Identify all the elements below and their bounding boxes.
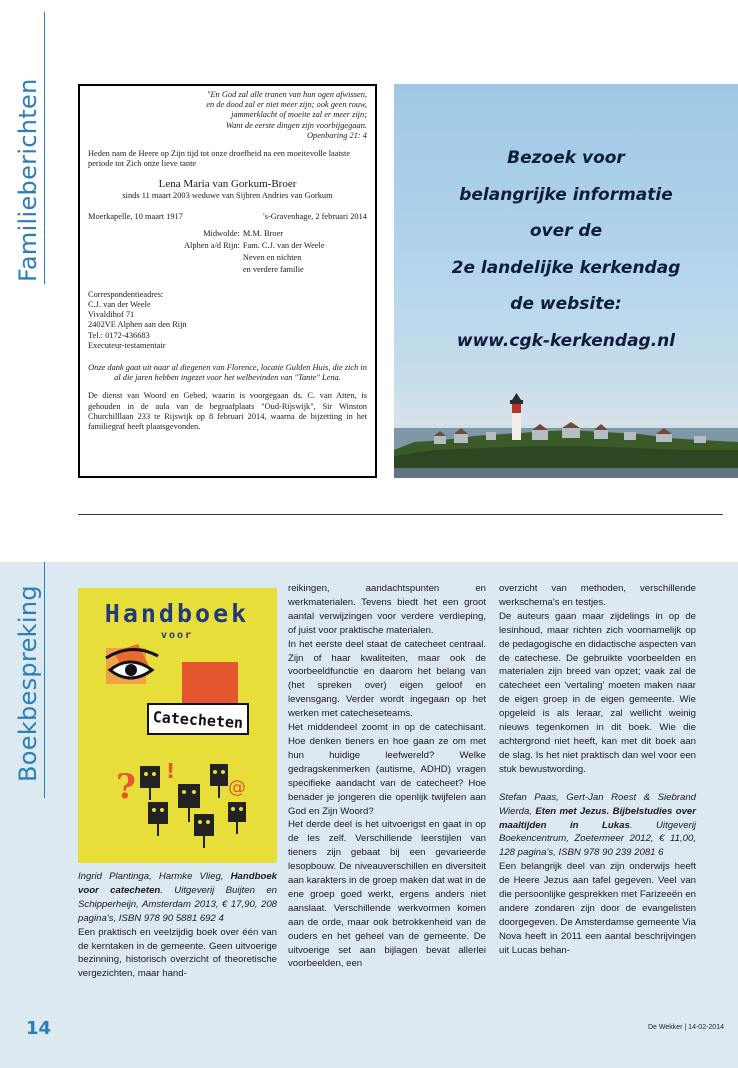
svg-text:@: @ (228, 777, 246, 798)
kerkendag-promo (394, 84, 738, 478)
family-place: Alphen a/d Rijn: (184, 240, 240, 250)
section-rule-bottom (44, 562, 45, 798)
quote-line: "En God zal alle tranen van hun ogen afwissen, (206, 90, 367, 99)
correspondence-address (88, 290, 367, 351)
promo-line: belangrijke informatie (459, 184, 673, 205)
family-row (184, 252, 328, 264)
caption-authors: Ingrid Plantinga, Harmke Vlieg, (78, 871, 231, 882)
caption-publisher: . Uitgeverij Buijten en Schipperheijn, Amsterdam 2013, € 17,90, 208 pagina's, ISBN 978 90 5881 692 4 (78, 884, 277, 924)
address-line: Executeur-testamentair (88, 340, 166, 350)
section-rule-top (44, 12, 45, 284)
review-2-caption (499, 791, 696, 861)
lighthouse-village-image (394, 384, 738, 478)
caption-book-title: Handboek voor catecheten (78, 871, 277, 896)
quote-line: Want de eerste dingen zijn voorbijgegaan. (225, 120, 367, 130)
promo-line: 2e landelijke kerkendag (451, 257, 681, 278)
review-paragraph: reikingen, aandachtspunten en werkmaterialen. Tevens biedt het een groot aantal verwijzingen voor verdere verdieping, of juist voor praktische materialen. (288, 583, 486, 636)
family-names: M.M. Broer (242, 228, 284, 238)
review-column-2 (288, 582, 486, 971)
cover-subtitle: voor (160, 630, 194, 641)
quote-reference: Openbaring 21: 4 (306, 130, 367, 140)
family-place: Midwolde: (203, 228, 240, 238)
footer-publication: De Wekker | 14-02-2014 (647, 1024, 724, 1031)
promo-text (394, 140, 738, 359)
review-1-caption (78, 870, 277, 926)
promo-line: over de (529, 221, 603, 241)
quote-line: en de dood zal er niet meer zijn; ook geen rouw, (206, 100, 367, 110)
cover-catecheten: Catecheten (152, 707, 244, 733)
service-note: De dienst van Woord en Gebed, waarin is voorgegaan ds. C. van Atten, is gehouden in de aula van de begraafplaats "Oud-Rijswijk", Sir Winston Churchilllaan 233 te Rijswijk op 8 februari 2014, waarna de bijzetting in het familiegraf heeft plaatsgevonden. (88, 391, 367, 432)
address-line: Vivaldihof 71 (88, 310, 135, 320)
caption-book-title: Eten met Jezus. Bijbelstudies over maaltijden in Lukas (499, 805, 696, 831)
family-names: en verdere familie (242, 264, 304, 274)
page-number: 14 (26, 1018, 52, 1039)
review-paragraph: In het eerste deel staat de catecheet centraal. Zijn of haar kwaliteiten, maar ook de voorbeeldfunctie en daarom het belang van (het spreken over) eigen geloof en levensgang. Verder wordt ingegaan op het werken met catecheseteams. (288, 638, 486, 720)
section-label-familieberichten: Familieberichten (14, 78, 42, 282)
review-column-3 (499, 582, 696, 958)
death-announcement (78, 84, 377, 478)
caption-publisher: . Uitgeverij Boekencentrum, Zoetermeer 2012, € 11,00, 128 pagina's, ISBN 978 90 239 2081 6 (499, 819, 696, 859)
promo-line: www.cgk-kerkendag.nl (456, 330, 676, 351)
promo-line: de website: (510, 294, 622, 314)
review-1-body: Een praktisch en veelzijdig boek over één van de kerntaken in de gemeente. Geen uitvoerige bezinning, historisch overzicht of theoretische vergezichten, maar hand- (78, 926, 277, 980)
family-place (184, 252, 243, 264)
address-line: Tel.: 0172-436683 (88, 330, 150, 340)
cover-title: Handboek (104, 599, 250, 628)
promo-line: Bezoek voor (507, 148, 625, 168)
caption-authors: Stefan Paas, Gert-Jan Roest & Siebrand Wierda, (499, 791, 696, 817)
address-line: C.J. van der Weele (88, 300, 151, 310)
family-row (184, 264, 328, 276)
widow-note: sinds 11 maart 2003 weduwe van Sijbren Andries van Gorkum (122, 191, 333, 201)
family-row (184, 240, 328, 252)
death-date: 's-Gravenhage, 2 februari 2014 (263, 211, 367, 221)
review-paragraph: De auteurs gaan maar zijdelings in op de lesinhoud, maar richten zich voornamelijk op de pedagogische en didactische aspecten van de catechese. De gebruikte voorbeelden en materialen zijn breed van opzet; vaak zal de catecheet een 'vertaling' moeten maken naar de eigen groep in de eigen gemeente. Wie opgeleid is als leraar, zal wellicht weinig nieuws tegenkomen in dit boek. Wie die achtergrond niet heeft, kan met dit boek aan de slag. Is het niet praktisch dan wel voor een stuk bewustwording. (499, 610, 696, 775)
thanks-note: Onze dank gaat uit naar al diegenen van Florence, locatie Gulden Huis, die zich in al die jaren hebben ingezet voor het welbevinden van "Tante" Lena. (88, 363, 367, 383)
svg-text:!: ! (166, 759, 176, 783)
bible-quote (88, 90, 367, 131)
birth-date: Moerkapelle, 10 maart 1917 (88, 211, 183, 221)
svg-text:?: ? (116, 767, 136, 807)
announcement-intro: Heden nam de Heere op Zijn tijd tot onze droefheid na een moeitevolle laatste periode tot Zich onze lieve tante (88, 149, 351, 169)
family-row (184, 228, 328, 240)
review-paragraph: Het derde deel is het uitvoerigst en gaat in op de les zelf. Verschillende leerstijlen van tieners zijn gebaat bij een gevarieerde lesopbouw. De niveauverschillen en diversiteit aan karakters in de groep maken dat wat in de ene groep goed werkt, ergens anders niet aanslaat. Verschillende werkvormen komen aan de orde, maar ook betrokkenheid van de ouders en het geheel van de gemeente. De uitvoerige set aan bijlagen bevat allerlei voorbeelden, een (288, 819, 486, 970)
address-line: Correspondentieadres: (88, 289, 164, 299)
family-place (184, 264, 243, 276)
section-label-boekbespreking: Boekbespreking (14, 585, 42, 782)
book-cover-handboek-voor-catecheten (78, 588, 277, 863)
family-list (184, 228, 328, 276)
family-names: Neven en nichten (242, 252, 302, 262)
review-paragraph: overzicht van methoden, verschillende werkschema's en testjes. (499, 583, 696, 608)
quote-line: jammerklacht of moeite zal er meer zijn; (231, 110, 367, 120)
address-line: 2402VE Alphen aan den Rijn (88, 320, 187, 330)
review-paragraph: Het middendeel zoomt in op de catechisant. Hoe denken tieners en hoe gaan ze om met hun huidige leefwereld? Welke gedragskenmerken (autisme, ADHD) vragen specifieke aandacht van de catecheet? Hoe benader je jongeren die openlijk twijfelen aan God en Zijn Woord? (288, 722, 486, 817)
family-names: Fam. C.J. van der Weele (242, 240, 325, 250)
deceased-name: Lena Maria van Gorkum-Broer (158, 178, 297, 191)
section-divider (78, 514, 723, 515)
review-2-body: Een belangrijk deel van zijn onderwijs heeft de Heere Jezus aan tafel gegeven. Veel van die persoonlijke gesprekken met Farizeeën en andere zondaren zijn door de evangelisten doorgegeven. De Amsterdamse gemeente Via Nova heeft in 2011 een aantal beschrijvingen uit Lucas behan- (499, 861, 696, 956)
review-column-1 (78, 870, 277, 981)
